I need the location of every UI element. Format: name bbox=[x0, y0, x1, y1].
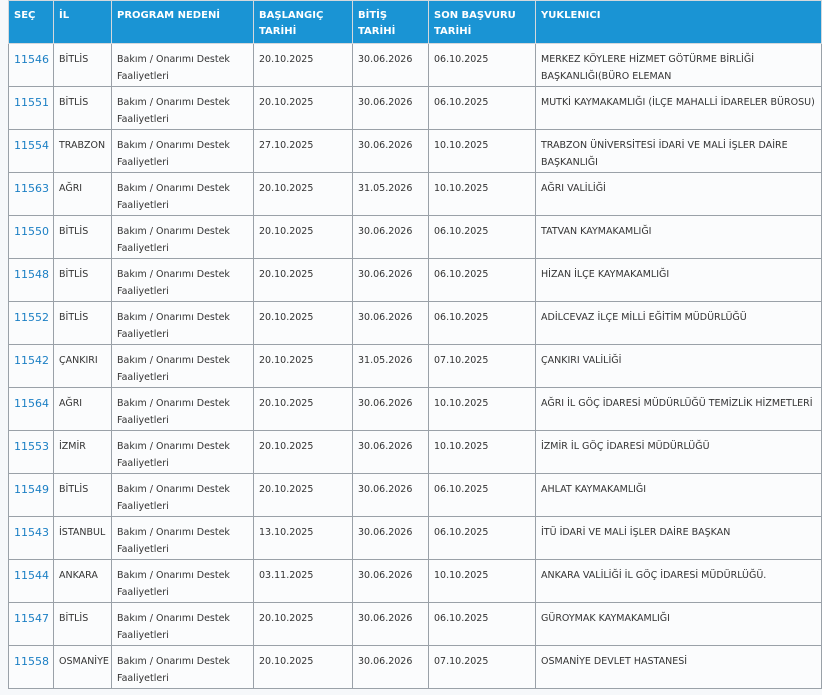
cell-baslangic: 20.10.2025 bbox=[254, 259, 353, 302]
select-record-link[interactable]: 11544 bbox=[14, 569, 49, 582]
cell-sec bbox=[9, 388, 54, 431]
cell-program: Bakım / Onarımı Destek Faaliyetleri bbox=[112, 517, 254, 560]
cell-il: ÇANKIRI bbox=[54, 345, 112, 388]
cell-bitis: 30.06.2026 bbox=[353, 431, 429, 474]
cell-yuklenici: İTÜ İDARİ VE MALİ İŞLER DAİRE BAŞKAN bbox=[536, 517, 822, 560]
cell-sec bbox=[9, 173, 54, 216]
cell-baslangic: 20.10.2025 bbox=[254, 302, 353, 345]
cell-il: TRABZON bbox=[54, 130, 112, 173]
cell-bitis: 31.05.2026 bbox=[353, 345, 429, 388]
cell-program: Bakım / Onarımı Destek Faaliyetleri bbox=[112, 388, 254, 431]
cell-yuklenici: ADİLCEVAZ İLÇE MİLLİ EĞİTİM MÜDÜRLÜĞÜ bbox=[536, 302, 822, 345]
cell-baslangic: 20.10.2025 bbox=[254, 173, 353, 216]
cell-son-basvuru: 06.10.2025 bbox=[429, 474, 536, 517]
cell-son-basvuru: 06.10.2025 bbox=[429, 517, 536, 560]
table-header-row bbox=[9, 1, 822, 44]
cell-program: Bakım / Onarımı Destek Faaliyetleri bbox=[112, 474, 254, 517]
cell-program: Bakım / Onarımı Destek Faaliyetleri bbox=[112, 431, 254, 474]
cell-baslangic: 20.10.2025 bbox=[254, 87, 353, 130]
header-bitis[interactable]: BİTİŞ TARİHİ bbox=[353, 1, 429, 44]
table-row bbox=[9, 87, 822, 130]
cell-sec bbox=[9, 44, 54, 87]
table-row bbox=[9, 130, 822, 173]
select-record-link[interactable]: 11548 bbox=[14, 268, 49, 281]
cell-bitis: 30.06.2026 bbox=[353, 560, 429, 603]
cell-bitis: 30.06.2026 bbox=[353, 44, 429, 87]
cell-bitis: 30.06.2026 bbox=[353, 216, 429, 259]
cell-sec bbox=[9, 345, 54, 388]
cell-yuklenici: AĞRI VALİLİĞİ bbox=[536, 173, 822, 216]
cell-sec bbox=[9, 216, 54, 259]
cell-bitis: 30.06.2026 bbox=[353, 474, 429, 517]
select-record-link[interactable]: 11542 bbox=[14, 354, 49, 367]
cell-program: Bakım / Onarımı Destek Faaliyetleri bbox=[112, 87, 254, 130]
cell-program: Bakım / Onarımı Destek Faaliyetleri bbox=[112, 646, 254, 689]
select-record-link[interactable]: 11552 bbox=[14, 311, 49, 324]
cell-baslangic: 20.10.2025 bbox=[254, 603, 353, 646]
cell-son-basvuru: 10.10.2025 bbox=[429, 173, 536, 216]
select-record-link[interactable]: 11563 bbox=[14, 182, 49, 195]
cell-bitis: 30.06.2026 bbox=[353, 603, 429, 646]
cell-baslangic: 20.10.2025 bbox=[254, 216, 353, 259]
select-record-link[interactable]: 11550 bbox=[14, 225, 49, 238]
cell-son-basvuru: 06.10.2025 bbox=[429, 44, 536, 87]
cell-il: BİTLİS bbox=[54, 259, 112, 302]
cell-program: Bakım / Onarımı Destek Faaliyetleri bbox=[112, 560, 254, 603]
cell-yuklenici: ÇANKIRI VALİLİĞİ bbox=[536, 345, 822, 388]
table-row bbox=[9, 603, 822, 646]
cell-baslangic: 20.10.2025 bbox=[254, 388, 353, 431]
header-il[interactable]: İL bbox=[54, 1, 112, 44]
cell-yuklenici: MUTKİ KAYMAKAMLIĞI (İLÇE MAHALLİ İDARELER BÜROSU) bbox=[536, 87, 822, 130]
cell-sec bbox=[9, 302, 54, 345]
cell-sec bbox=[9, 130, 54, 173]
cell-bitis: 30.06.2026 bbox=[353, 302, 429, 345]
cell-son-basvuru: 07.10.2025 bbox=[429, 345, 536, 388]
cell-son-basvuru: 10.10.2025 bbox=[429, 388, 536, 431]
cell-baslangic: 03.11.2025 bbox=[254, 560, 353, 603]
cell-bitis: 30.06.2026 bbox=[353, 259, 429, 302]
table-body bbox=[9, 44, 822, 689]
cell-il: BİTLİS bbox=[54, 474, 112, 517]
table-row bbox=[9, 474, 822, 517]
cell-son-basvuru: 06.10.2025 bbox=[429, 259, 536, 302]
cell-program: Bakım / Onarımı Destek Faaliyetleri bbox=[112, 259, 254, 302]
cell-baslangic: 20.10.2025 bbox=[254, 345, 353, 388]
cell-sec bbox=[9, 474, 54, 517]
cell-son-basvuru: 06.10.2025 bbox=[429, 603, 536, 646]
header-sec[interactable]: SEÇ bbox=[9, 1, 54, 44]
cell-sec bbox=[9, 603, 54, 646]
cell-bitis: 30.06.2026 bbox=[353, 130, 429, 173]
cell-il: OSMANİYE bbox=[54, 646, 112, 689]
cell-il: AĞRI bbox=[54, 173, 112, 216]
cell-yuklenici: OSMANİYE DEVLET HASTANESİ bbox=[536, 646, 822, 689]
cell-son-basvuru: 10.10.2025 bbox=[429, 130, 536, 173]
cell-yuklenici: İZMİR İL GÖÇ İDARESİ MÜDÜRLÜĞÜ bbox=[536, 431, 822, 474]
cell-il: ANKARA bbox=[54, 560, 112, 603]
select-record-link[interactable]: 11554 bbox=[14, 139, 49, 152]
cell-il: AĞRI bbox=[54, 388, 112, 431]
select-record-link[interactable]: 11558 bbox=[14, 655, 49, 668]
cell-baslangic: 13.10.2025 bbox=[254, 517, 353, 560]
select-record-link[interactable]: 11546 bbox=[14, 53, 49, 66]
cell-bitis: 31.05.2026 bbox=[353, 173, 429, 216]
cell-bitis: 30.06.2026 bbox=[353, 87, 429, 130]
cell-bitis: 30.06.2026 bbox=[353, 646, 429, 689]
cell-baslangic: 20.10.2025 bbox=[254, 474, 353, 517]
cell-yuklenici: TATVAN KAYMAKAMLIĞI bbox=[536, 216, 822, 259]
cell-yuklenici: MERKEZ KÖYLERE HİZMET GÖTÜRME BİRLİĞİ BAŞKANLIĞI(BÜRO ELEMAN bbox=[536, 44, 822, 87]
select-record-link[interactable]: 11553 bbox=[14, 440, 49, 453]
header-son-basvuru[interactable]: SON BAŞVURU TARİHİ bbox=[429, 1, 536, 44]
cell-yuklenici: AHLAT KAYMAKAMLIĞI bbox=[536, 474, 822, 517]
cell-baslangic: 20.10.2025 bbox=[254, 44, 353, 87]
cell-bitis: 30.06.2026 bbox=[353, 517, 429, 560]
select-record-link[interactable]: 11551 bbox=[14, 96, 49, 109]
cell-baslangic: 20.10.2025 bbox=[254, 431, 353, 474]
cell-yuklenici: AĞRI İL GÖÇ İDARESİ MÜDÜRLÜĞÜ TEMİZLİK HİZMETLERİ bbox=[536, 388, 822, 431]
table-row bbox=[9, 259, 822, 302]
header-program[interactable]: PROGRAM NEDENİ bbox=[112, 1, 254, 44]
cell-bitis: 30.06.2026 bbox=[353, 388, 429, 431]
cell-program: Bakım / Onarımı Destek Faaliyetleri bbox=[112, 603, 254, 646]
listing-table-container bbox=[8, 0, 822, 689]
cell-il: İSTANBUL bbox=[54, 517, 112, 560]
cell-yuklenici: HİZAN İLÇE KAYMAKAMLIĞI bbox=[536, 259, 822, 302]
cell-program: Bakım / Onarımı Destek Faaliyetleri bbox=[112, 216, 254, 259]
cell-program: Bakım / Onarımı Destek Faaliyetleri bbox=[112, 173, 254, 216]
table-row bbox=[9, 173, 822, 216]
cell-sec bbox=[9, 560, 54, 603]
cell-baslangic: 27.10.2025 bbox=[254, 130, 353, 173]
table-row bbox=[9, 560, 822, 603]
cell-sec bbox=[9, 517, 54, 560]
cell-yuklenici: ANKARA VALİLİĞİ İL GÖÇ İDARESİ MÜDÜRLÜĞÜ. bbox=[536, 560, 822, 603]
cell-son-basvuru: 06.10.2025 bbox=[429, 216, 536, 259]
cell-il: BİTLİS bbox=[54, 216, 112, 259]
cell-program: Bakım / Onarımı Destek Faaliyetleri bbox=[112, 302, 254, 345]
cell-il: BİTLİS bbox=[54, 44, 112, 87]
select-record-link[interactable]: 11549 bbox=[14, 483, 49, 496]
table-row bbox=[9, 431, 822, 474]
cell-son-basvuru: 10.10.2025 bbox=[429, 560, 536, 603]
cell-program: Bakım / Onarımı Destek Faaliyetleri bbox=[112, 345, 254, 388]
cell-sec bbox=[9, 259, 54, 302]
cell-yuklenici: GÜROYMAK KAYMAKAMLIĞI bbox=[536, 603, 822, 646]
table-row bbox=[9, 44, 822, 87]
select-record-link[interactable]: 11547 bbox=[14, 612, 49, 625]
cell-son-basvuru: 07.10.2025 bbox=[429, 646, 536, 689]
program-listing-table bbox=[8, 0, 822, 689]
cell-son-basvuru: 06.10.2025 bbox=[429, 302, 536, 345]
cell-baslangic: 20.10.2025 bbox=[254, 646, 353, 689]
cell-il: BİTLİS bbox=[54, 603, 112, 646]
table-row bbox=[9, 646, 822, 689]
table-row bbox=[9, 517, 822, 560]
header-baslangic[interactable]: BAŞLANGIÇ TARİHİ bbox=[254, 1, 353, 44]
table-row bbox=[9, 216, 822, 259]
cell-il: BİTLİS bbox=[54, 87, 112, 130]
table-row bbox=[9, 345, 822, 388]
cell-son-basvuru: 06.10.2025 bbox=[429, 87, 536, 130]
select-record-link[interactable]: 11543 bbox=[14, 526, 49, 539]
cell-il: BİTLİS bbox=[54, 302, 112, 345]
cell-il: İZMİR bbox=[54, 431, 112, 474]
cell-son-basvuru: 10.10.2025 bbox=[429, 431, 536, 474]
table-row bbox=[9, 302, 822, 345]
header-yuklenici[interactable]: YUKLENICI bbox=[536, 1, 822, 44]
cell-sec bbox=[9, 431, 54, 474]
cell-yuklenici: TRABZON ÜNİVERSİTESİ İDARİ VE MALİ İŞLER DAİRE BAŞKANLIĞI bbox=[536, 130, 822, 173]
cell-sec bbox=[9, 87, 54, 130]
table-row bbox=[9, 388, 822, 431]
select-record-link[interactable]: 11564 bbox=[14, 397, 49, 410]
cell-sec bbox=[9, 646, 54, 689]
cell-program: Bakım / Onarımı Destek Faaliyetleri bbox=[112, 44, 254, 87]
cell-program: Bakım / Onarımı Destek Faaliyetleri bbox=[112, 130, 254, 173]
